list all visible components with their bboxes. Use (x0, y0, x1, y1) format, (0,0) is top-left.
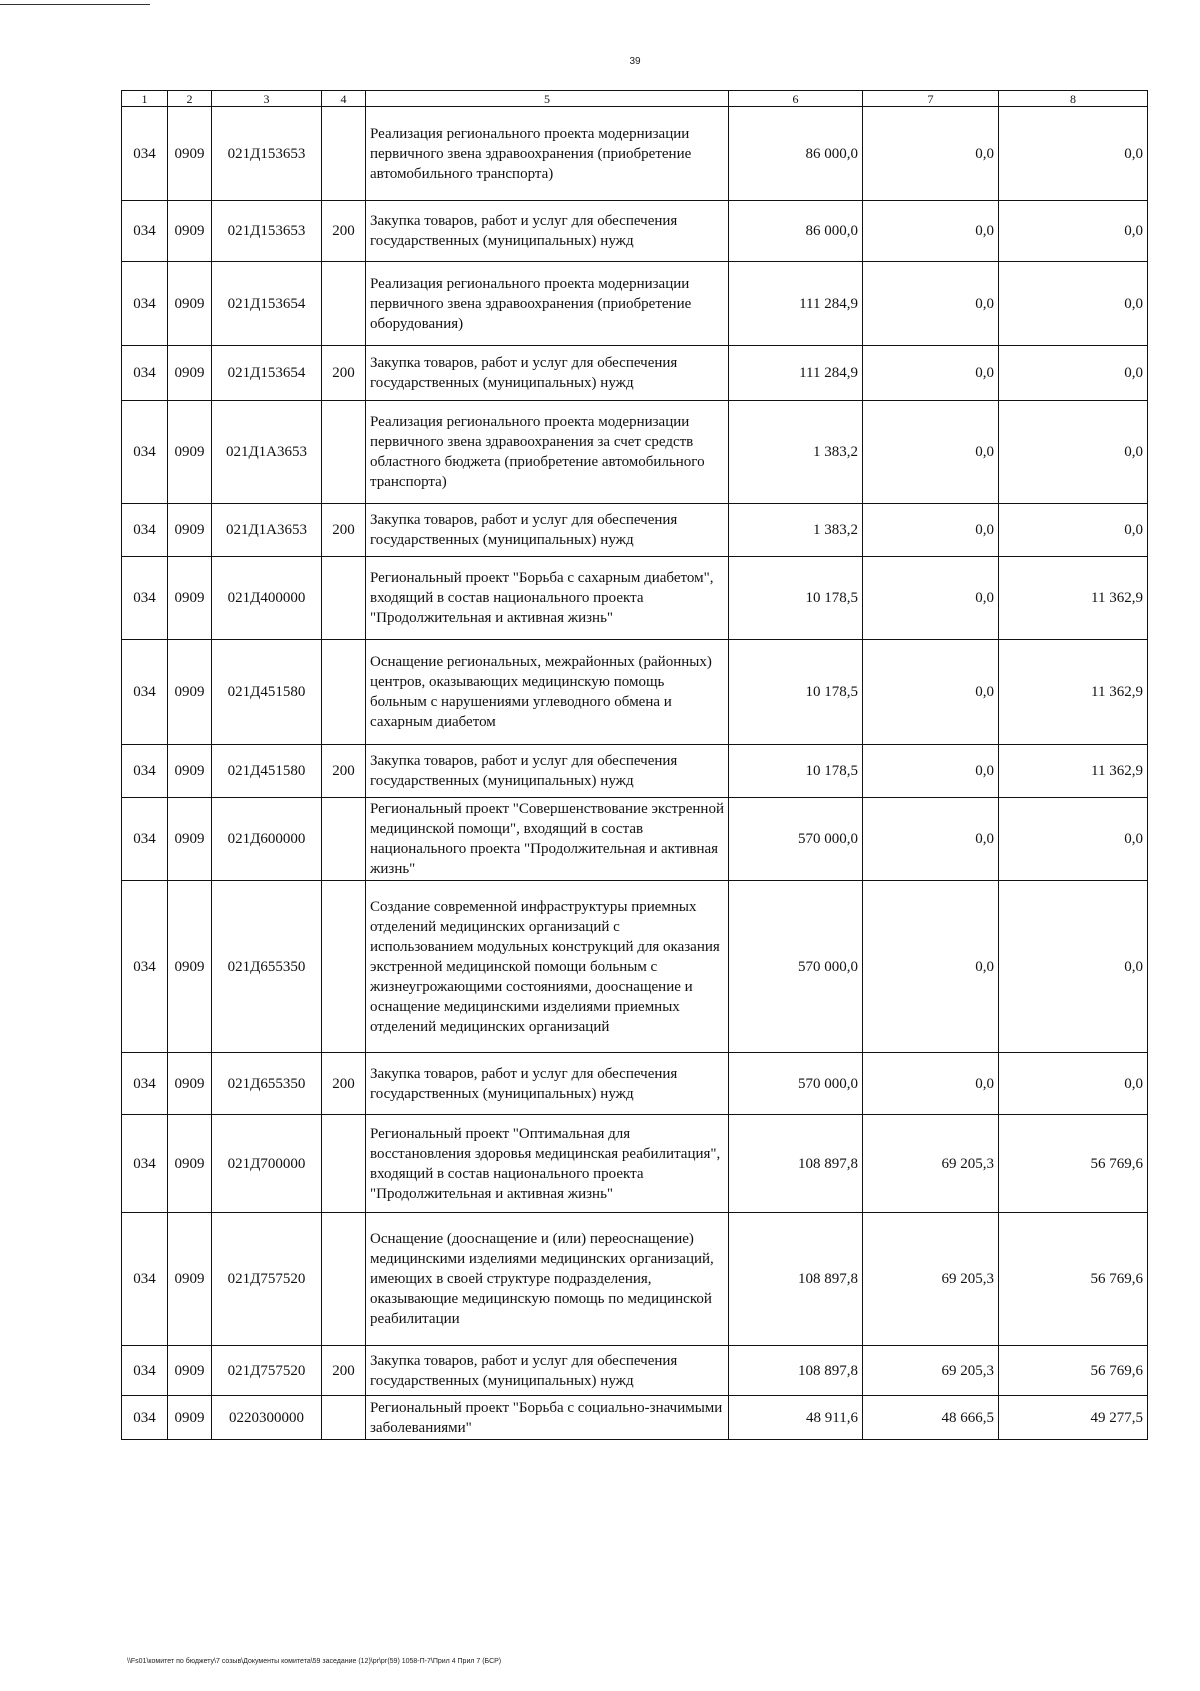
cell-amount-2: 48 666,5 (863, 1396, 999, 1440)
cell-description: Закупка товаров, работ и услуг для обеспечения государственных (муниципальных) нужд (366, 201, 729, 262)
cell-amount-2: 69 205,3 (863, 1115, 999, 1213)
cell-section: 0909 (168, 1053, 212, 1115)
cell-expense-type (322, 640, 366, 745)
cell-expense-type (322, 107, 366, 201)
cell-target-article: 021Д451580 (212, 640, 322, 745)
cell-section: 0909 (168, 401, 212, 504)
table-row (122, 504, 1148, 557)
cell-target-article: 021Д1А3653 (212, 401, 322, 504)
cell-amount-2: 0,0 (863, 881, 999, 1053)
table-row (122, 1115, 1148, 1213)
cell-expense-type: 200 (322, 1053, 366, 1115)
cell-section: 0909 (168, 346, 212, 401)
cell-expense-type (322, 1396, 366, 1440)
cell-amount-3: 11 362,9 (999, 557, 1148, 640)
cell-section: 0909 (168, 201, 212, 262)
cell-target-article: 021Д400000 (212, 557, 322, 640)
cell-amount-2: 69 205,3 (863, 1346, 999, 1396)
cell-amount-1: 1 383,2 (729, 504, 863, 557)
cell-amount-1: 10 178,5 (729, 745, 863, 798)
cell-amount-1: 86 000,0 (729, 201, 863, 262)
cell-section: 0909 (168, 1346, 212, 1396)
cell-section: 0909 (168, 504, 212, 557)
cell-amount-3: 0,0 (999, 107, 1148, 201)
cell-code: 034 (122, 745, 168, 798)
column-header: 5 (366, 91, 729, 107)
cell-description: Реализация регионального проекта модернизации первичного звена здравоохранения (приобретение автомобильного транспорта) (366, 107, 729, 201)
table-row (122, 107, 1148, 201)
cell-code: 034 (122, 504, 168, 557)
cell-target-article: 0220300000 (212, 1396, 322, 1440)
table-row (122, 1346, 1148, 1396)
cell-amount-1: 108 897,8 (729, 1115, 863, 1213)
cell-amount-3: 11 362,9 (999, 640, 1148, 745)
cell-amount-2: 0,0 (863, 107, 999, 201)
column-header: 6 (729, 91, 863, 107)
cell-section: 0909 (168, 745, 212, 798)
cell-section: 0909 (168, 1115, 212, 1213)
table-row (122, 1396, 1148, 1440)
cell-description: Реализация регионального проекта модернизации первичного звена здравоохранения за счет средств областного бюджета (приобретение автомобильного транспорта) (366, 401, 729, 504)
cell-amount-3: 0,0 (999, 401, 1148, 504)
cell-amount-3: 0,0 (999, 262, 1148, 346)
cell-expense-type (322, 557, 366, 640)
cell-section: 0909 (168, 640, 212, 745)
cell-section: 0909 (168, 1396, 212, 1440)
cell-code: 034 (122, 881, 168, 1053)
cell-description: Региональный проект "Борьба с сахарным диабетом", входящий в состав национального проекта "Продолжительная и активная жизнь" (366, 557, 729, 640)
cell-code: 034 (122, 1115, 168, 1213)
cell-target-article: 021Д700000 (212, 1115, 322, 1213)
cell-section: 0909 (168, 881, 212, 1053)
cell-code: 034 (122, 346, 168, 401)
table-row (122, 346, 1148, 401)
cell-code: 034 (122, 798, 168, 881)
cell-amount-3: 56 769,6 (999, 1115, 1148, 1213)
cell-amount-1: 48 911,6 (729, 1396, 863, 1440)
cell-expense-type (322, 262, 366, 346)
table-row (122, 201, 1148, 262)
cell-amount-2: 69 205,3 (863, 1213, 999, 1346)
column-header: 3 (212, 91, 322, 107)
cell-amount-1: 570 000,0 (729, 798, 863, 881)
cell-description: Закупка товаров, работ и услуг для обеспечения государственных (муниципальных) нужд (366, 504, 729, 557)
table-row (122, 401, 1148, 504)
cell-amount-3: 0,0 (999, 504, 1148, 557)
cell-description: Региональный проект "Борьба с социально-значимыми заболеваниями" (366, 1396, 729, 1440)
cell-expense-type: 200 (322, 1346, 366, 1396)
cell-amount-1: 108 897,8 (729, 1213, 863, 1346)
page-number: 39 (629, 56, 641, 67)
cell-expense-type (322, 881, 366, 1053)
table-row (122, 1053, 1148, 1115)
cell-expense-type (322, 401, 366, 504)
cell-amount-1: 570 000,0 (729, 881, 863, 1053)
cell-description: Закупка товаров, работ и услуг для обеспечения государственных (муниципальных) нужд (366, 346, 729, 401)
budget-table (121, 90, 1148, 1440)
cell-amount-1: 111 284,9 (729, 262, 863, 346)
cell-description: Закупка товаров, работ и услуг для обеспечения государственных (муниципальных) нужд (366, 1053, 729, 1115)
table-row (122, 881, 1148, 1053)
cell-target-article: 021Д153653 (212, 107, 322, 201)
cell-code: 034 (122, 1053, 168, 1115)
cell-target-article: 021Д451580 (212, 745, 322, 798)
cell-section: 0909 (168, 262, 212, 346)
cell-amount-2: 0,0 (863, 262, 999, 346)
cell-expense-type: 200 (322, 201, 366, 262)
cell-amount-3: 0,0 (999, 346, 1148, 401)
cell-expense-type (322, 1115, 366, 1213)
cell-amount-3: 0,0 (999, 201, 1148, 262)
cell-code: 034 (122, 640, 168, 745)
cell-section: 0909 (168, 1213, 212, 1346)
cell-expense-type: 200 (322, 745, 366, 798)
file-path-footer: \\Fs01\комитет по бюджету\7 созыв\Документы комитета\59 заседание (12)\pr\рг(59) 1058-П-7\Прил 4 Прил 7 (БСР) (127, 1658, 502, 1665)
cell-description: Закупка товаров, работ и услуг для обеспечения государственных (муниципальных) нужд (366, 1346, 729, 1396)
cell-target-article: 021Д153653 (212, 201, 322, 262)
cell-amount-3: 0,0 (999, 798, 1148, 881)
cell-expense-type (322, 1213, 366, 1346)
cell-expense-type: 200 (322, 504, 366, 557)
cell-target-article: 021Д153654 (212, 346, 322, 401)
cell-amount-1: 86 000,0 (729, 107, 863, 201)
cell-section: 0909 (168, 798, 212, 881)
header-row (122, 91, 1148, 107)
cell-code: 034 (122, 262, 168, 346)
cell-target-article: 021Д655350 (212, 881, 322, 1053)
cell-code: 034 (122, 107, 168, 201)
cell-amount-3: 11 362,9 (999, 745, 1148, 798)
cell-amount-1: 570 000,0 (729, 1053, 863, 1115)
cell-amount-2: 0,0 (863, 346, 999, 401)
cell-amount-1: 111 284,9 (729, 346, 863, 401)
cell-expense-type (322, 798, 366, 881)
cell-section: 0909 (168, 557, 212, 640)
table-row (122, 745, 1148, 798)
cell-code: 034 (122, 401, 168, 504)
cell-amount-3: 49 277,5 (999, 1396, 1148, 1440)
cell-amount-2: 0,0 (863, 798, 999, 881)
column-header: 2 (168, 91, 212, 107)
cell-description: Создание современной инфраструктуры приемных отделений медицинских организаций с использованием модульных конструкций для оказания экстренной медицинской помощи больным с жизнеугрожающими состояниями, дооснащение и оснащение медицинскими изделиями приемных отделений медицинских организаций (366, 881, 729, 1053)
cell-target-article: 021Д600000 (212, 798, 322, 881)
table-row (122, 798, 1148, 881)
cell-amount-3: 56 769,6 (999, 1346, 1148, 1396)
table-row (122, 557, 1148, 640)
cell-amount-2: 0,0 (863, 504, 999, 557)
cell-section: 0909 (168, 107, 212, 201)
cell-amount-2: 0,0 (863, 557, 999, 640)
table-row (122, 640, 1148, 745)
cell-target-article: 021Д757520 (212, 1346, 322, 1396)
column-header: 4 (322, 91, 366, 107)
cell-target-article: 021Д757520 (212, 1213, 322, 1346)
cell-description: Региональный проект "Совершенствование экстренной медицинской помощи", входящий в состав национального проекта "Продолжительная и активная жизнь" (366, 798, 729, 881)
cell-target-article: 021Д153654 (212, 262, 322, 346)
cell-amount-3: 56 769,6 (999, 1213, 1148, 1346)
cell-amount-1: 10 178,5 (729, 640, 863, 745)
cell-amount-2: 0,0 (863, 401, 999, 504)
cell-amount-3: 0,0 (999, 881, 1148, 1053)
cell-amount-1: 108 897,8 (729, 1346, 863, 1396)
column-header: 8 (999, 91, 1148, 107)
column-header: 7 (863, 91, 999, 107)
cell-code: 034 (122, 557, 168, 640)
cell-amount-2: 0,0 (863, 745, 999, 798)
cell-expense-type: 200 (322, 346, 366, 401)
cell-code: 034 (122, 201, 168, 262)
cell-description: Реализация регионального проекта модернизации первичного звена здравоохранения (приобретение оборудования) (366, 262, 729, 346)
cell-target-article: 021Д655350 (212, 1053, 322, 1115)
cell-code: 034 (122, 1346, 168, 1396)
cell-amount-3: 0,0 (999, 1053, 1148, 1115)
cell-amount-2: 0,0 (863, 1053, 999, 1115)
cell-code: 034 (122, 1396, 168, 1440)
cell-target-article: 021Д1А3653 (212, 504, 322, 557)
cell-description: Региональный проект "Оптимальная для восстановления здоровья медицинская реабилитация", входящий в состав национального проекта "Продолжительная и активная жизнь" (366, 1115, 729, 1213)
cell-amount-1: 10 178,5 (729, 557, 863, 640)
table-row (122, 262, 1148, 346)
table-row (122, 1213, 1148, 1346)
cell-code: 034 (122, 1213, 168, 1346)
cell-description: Оснащение (дооснащение и (или) переоснащение) медицинскими изделиями медицинских организаций, имеющих в своей структуре подразделения, оказывающие медицинскую помощь по медицинской реабилитации (366, 1213, 729, 1346)
cell-description: Закупка товаров, работ и услуг для обеспечения государственных (муниципальных) нужд (366, 745, 729, 798)
cell-amount-1: 1 383,2 (729, 401, 863, 504)
column-header: 1 (122, 91, 168, 107)
scan-edge-line (0, 4, 150, 5)
cell-amount-2: 0,0 (863, 201, 999, 262)
cell-description: Оснащение региональных, межрайонных (районных) центров, оказывающих медицинскую помощь больным с нарушениями углеводного обмена и сахарным диабетом (366, 640, 729, 745)
cell-amount-2: 0,0 (863, 640, 999, 745)
